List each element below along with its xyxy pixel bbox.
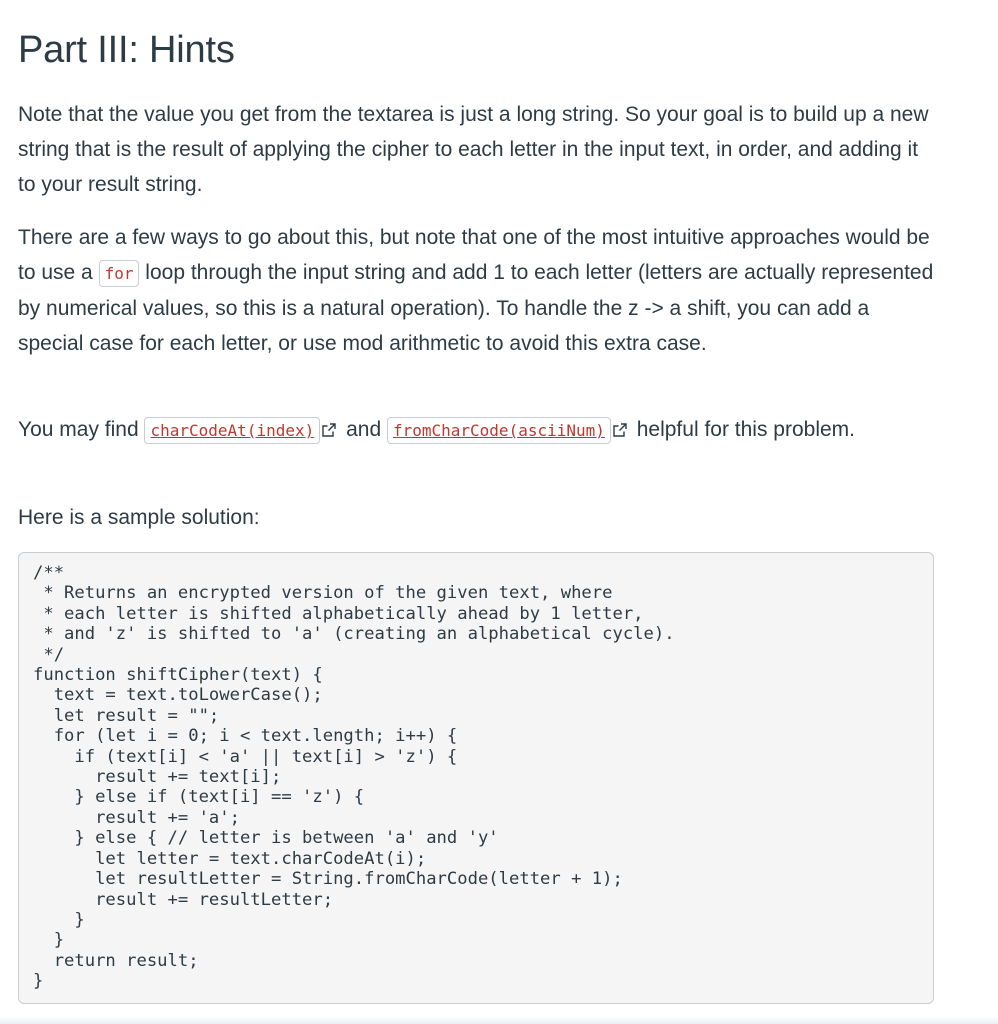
fromcharcode-link[interactable]: fromCharCode(asciiNum)	[392, 421, 605, 440]
functions-paragraph	[18, 412, 936, 448]
approach-text-before: There are a few ways to go about this, but note that one of the most intuitive approaches would be to use a	[18, 226, 930, 284]
functions-text-middle: and	[340, 418, 387, 441]
external-link-icon[interactable]	[322, 423, 336, 437]
functions-text-before: You may find	[18, 418, 145, 441]
charcodeat-code	[144, 417, 320, 444]
page-title: Part III: Hints	[18, 29, 235, 71]
fromcharcode-code	[387, 417, 611, 444]
sample-solution-code: /** * Returns an encrypted version of the given text, where * each letter is shifted alphabetically ahead by 1 letter, * and 'z' is shifted to 'a' (creating an alphabetical cycle). */ function shiftCipher(text) { text = text.toLowerCase(); let result = ""; for (let i = 0; i < text.length; i++) { if (text[i] < 'a' || text[i] > 'z') { result += text[i]; } else if (text[i] == 'z') { result += 'a'; } else { // letter is between 'a' and 'y' let letter = text.charCodeAt(i); let resultLetter = String.fromCharCode(letter + 1); result += resultLetter; } } return result; }	[33, 563, 675, 992]
code-block	[18, 552, 934, 1004]
approach-paragraph	[18, 220, 936, 361]
intro-paragraph: Note that the value you get from the textarea is just a long string. So your goal is to build up a new string that is the result of applying the cipher to each letter in the input text, in order, and adding it to your result string.	[18, 103, 929, 196]
sample-solution-label: Here is a sample solution:	[18, 506, 260, 529]
charcodeat-link[interactable]: charCodeAt(index)	[150, 421, 315, 440]
approach-text-after: loop through the input string and add 1 to each letter (letters are actually represented by numerical values, so this is a natural operation). To handle the z -> a shift, you can add a special case for each letter, or use mod arithmetic to avoid this extra case.	[18, 261, 934, 355]
external-link-icon[interactable]	[613, 423, 627, 437]
bottom-edge-shadow	[0, 1016, 998, 1024]
for-keyword-code: for	[99, 260, 140, 287]
functions-text-after: helpful for this problem.	[630, 418, 855, 441]
